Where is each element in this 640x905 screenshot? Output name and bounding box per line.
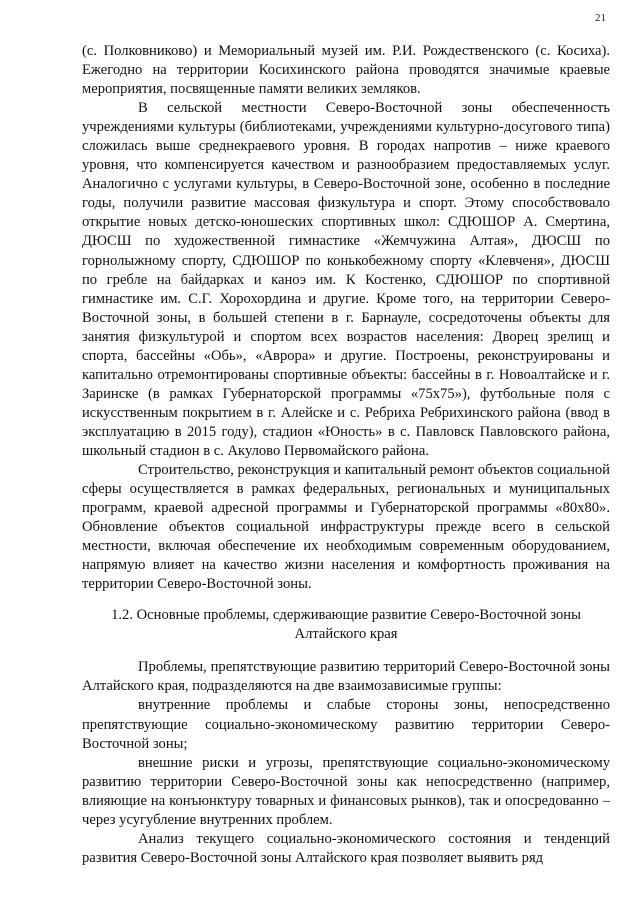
section-heading-line: 1.2. Основные проблемы, сдерживающие развитие Северо-Восточной зоны	[111, 607, 581, 624]
page-number: 21	[595, 12, 606, 24]
document-body	[82, 42, 610, 868]
section-heading	[82, 606, 610, 644]
paragraph: (с. Полковниково) и Мемориальный музей им. Р.И. Рождественского (с. Косиха). Ежегодно на территории Косихинского района проводятся значимые краевые мероприятия, посвященные памяти великих земляков.	[82, 43, 610, 98]
paragraph: внутренние проблемы и слабые стороны зоны, непосредственно препятствующие социально-экономическому развитию территории Северо-Восточной зоны;	[82, 697, 610, 752]
paragraph: внешние риски и угрозы, препятствующие социально-экономическому развитию территории Северо-Восточной зоны как непосредственно (например, влияющие на конъюнктуру товарных и финансовых рынков), так и опосредованно – через усугубление внутренних проблем.	[82, 754, 610, 828]
paragraph: Проблемы, препятствующие развитию территорий Северо-Восточной зоны Алтайского края, подразделяются на две взаимозависимые группы:	[82, 659, 610, 695]
paragraph: Анализ текущего социально-экономического состояния и тенденций развития Северо-Восточной зоны Алтайского края позволяет выявить ряд	[82, 830, 610, 866]
paragraph: Строительство, реконструкция и капитальный ремонт объектов социальной сферы осуществляется в рамках федеральных, региональных и муниципальных программ, краевой адресной программы и Губернаторской программы «80х80». Обновление объектов социальной инфраструктуры прежде всего в сельской местности, включая обеспечение их необходимым современным оборудованием, напрямую влияет на качество жизни населения и комфортность проживания на территории Северо-Восточной зоны.	[82, 462, 610, 593]
paragraph: В сельской местности Северо-Восточной зоны обеспеченность учреждениями культуры (библиотеками, учреждениями культурно-досугового типа) сложилась выше среднекраевого уровня. В городах напротив – ниже краевого уровня, что компенсируется качеством и разнообразием предоставляемых услуг. Аналогично с услугами культуры, в Северо-Восточной зоне, особенно в последние годы, получили развитие массовая физкультура и спорт. Этому способствовало открытие новых детско-юношеских спортивных школ: СДЮШОР А. Смертина, ДЮСШ по художественной гимнастике «Жемчужина Алтая», ДЮСШ по горнолыжному спорту, СДЮШОР по конькобежному спорту «Клевченя», ДЮСШ по гребле на байдарках и каноэ им. К Костенко, СДЮШОР по спортивной гимнастике им. С.Г. Хорохордина и другие. Кроме того, на территории Северо-Восточной зоны, в большей степени в г. Барнауле, сосредоточены объекты для занятия физкультурой и спортом всех возрастов населения: Дворец зрелищ и спорта, бассейны «Обь», «Аврора» и другие. Построены, реконструированы и капитально отремонтированы спортивные объекты: бассейны в г. Новоалтайске и г. Заринске (в рамках Губернаторской программы «75х75»), футбольные поля с искусственным покрытием в г. Алейске и с. Ребриха Ребрихинского района (ввод в эксплуатацию в 2015 году), стадион «Юность» в с. Павловск Павловского района, школьный стадион в с. Акулово Первомайского района.	[82, 100, 610, 459]
section-heading-line: Алтайского края	[294, 626, 398, 643]
